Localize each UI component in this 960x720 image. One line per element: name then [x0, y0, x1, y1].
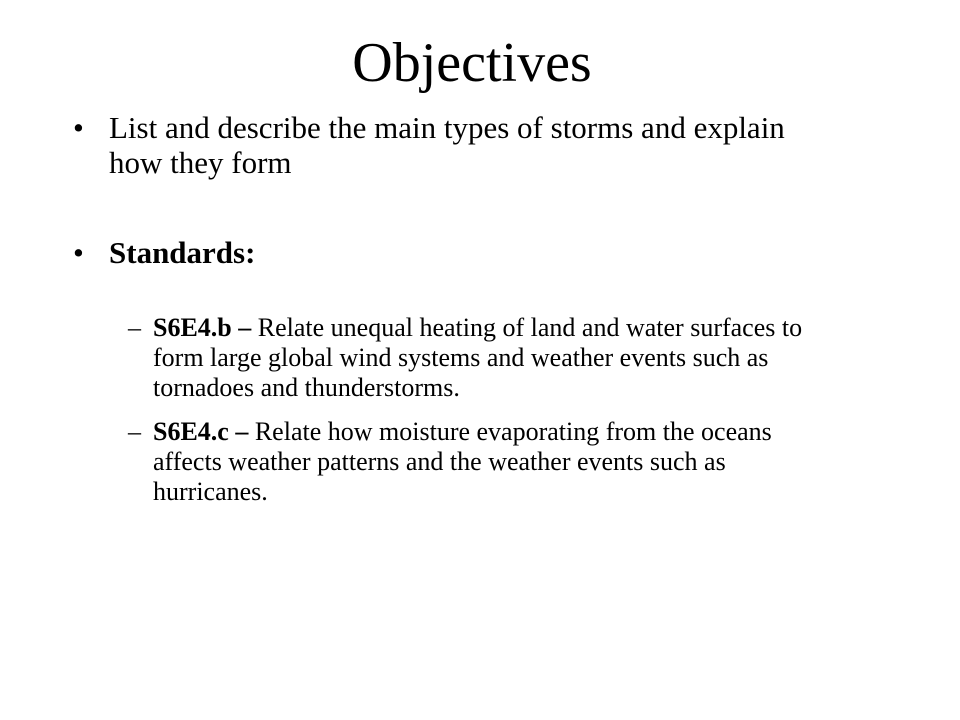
- bullet-marker: •: [73, 235, 84, 270]
- standard-code: S6E4.b –: [153, 313, 252, 342]
- bullet-objective: [0, 110, 900, 190]
- standard-description: Relate how moisture evaporating from the oceans affects weather patterns and the weather events such as hurricanes.: [153, 417, 772, 506]
- sub-bullet-marker: –: [128, 313, 141, 342]
- standard-text: [153, 417, 843, 507]
- bullet-marker: •: [73, 110, 84, 145]
- bullet-standards-heading: Standards:: [109, 235, 256, 270]
- sub-bullet-marker: –: [128, 417, 141, 446]
- slide-title: Objectives: [352, 32, 592, 94]
- bullet-objective-text: List and describe the main types of storms and explain how they form: [109, 110, 785, 180]
- standard-item-s6e4b: [0, 313, 900, 413]
- standard-item-s6e4c: [0, 417, 900, 517]
- standard-text: [153, 313, 843, 403]
- standard-code: S6E4.c –: [153, 417, 249, 446]
- standard-description: Relate unequal heating of land and water surfaces to form large global wind systems and weather events such as tornadoes and thunderstorms.: [153, 313, 803, 402]
- bullet-standards: [0, 235, 900, 275]
